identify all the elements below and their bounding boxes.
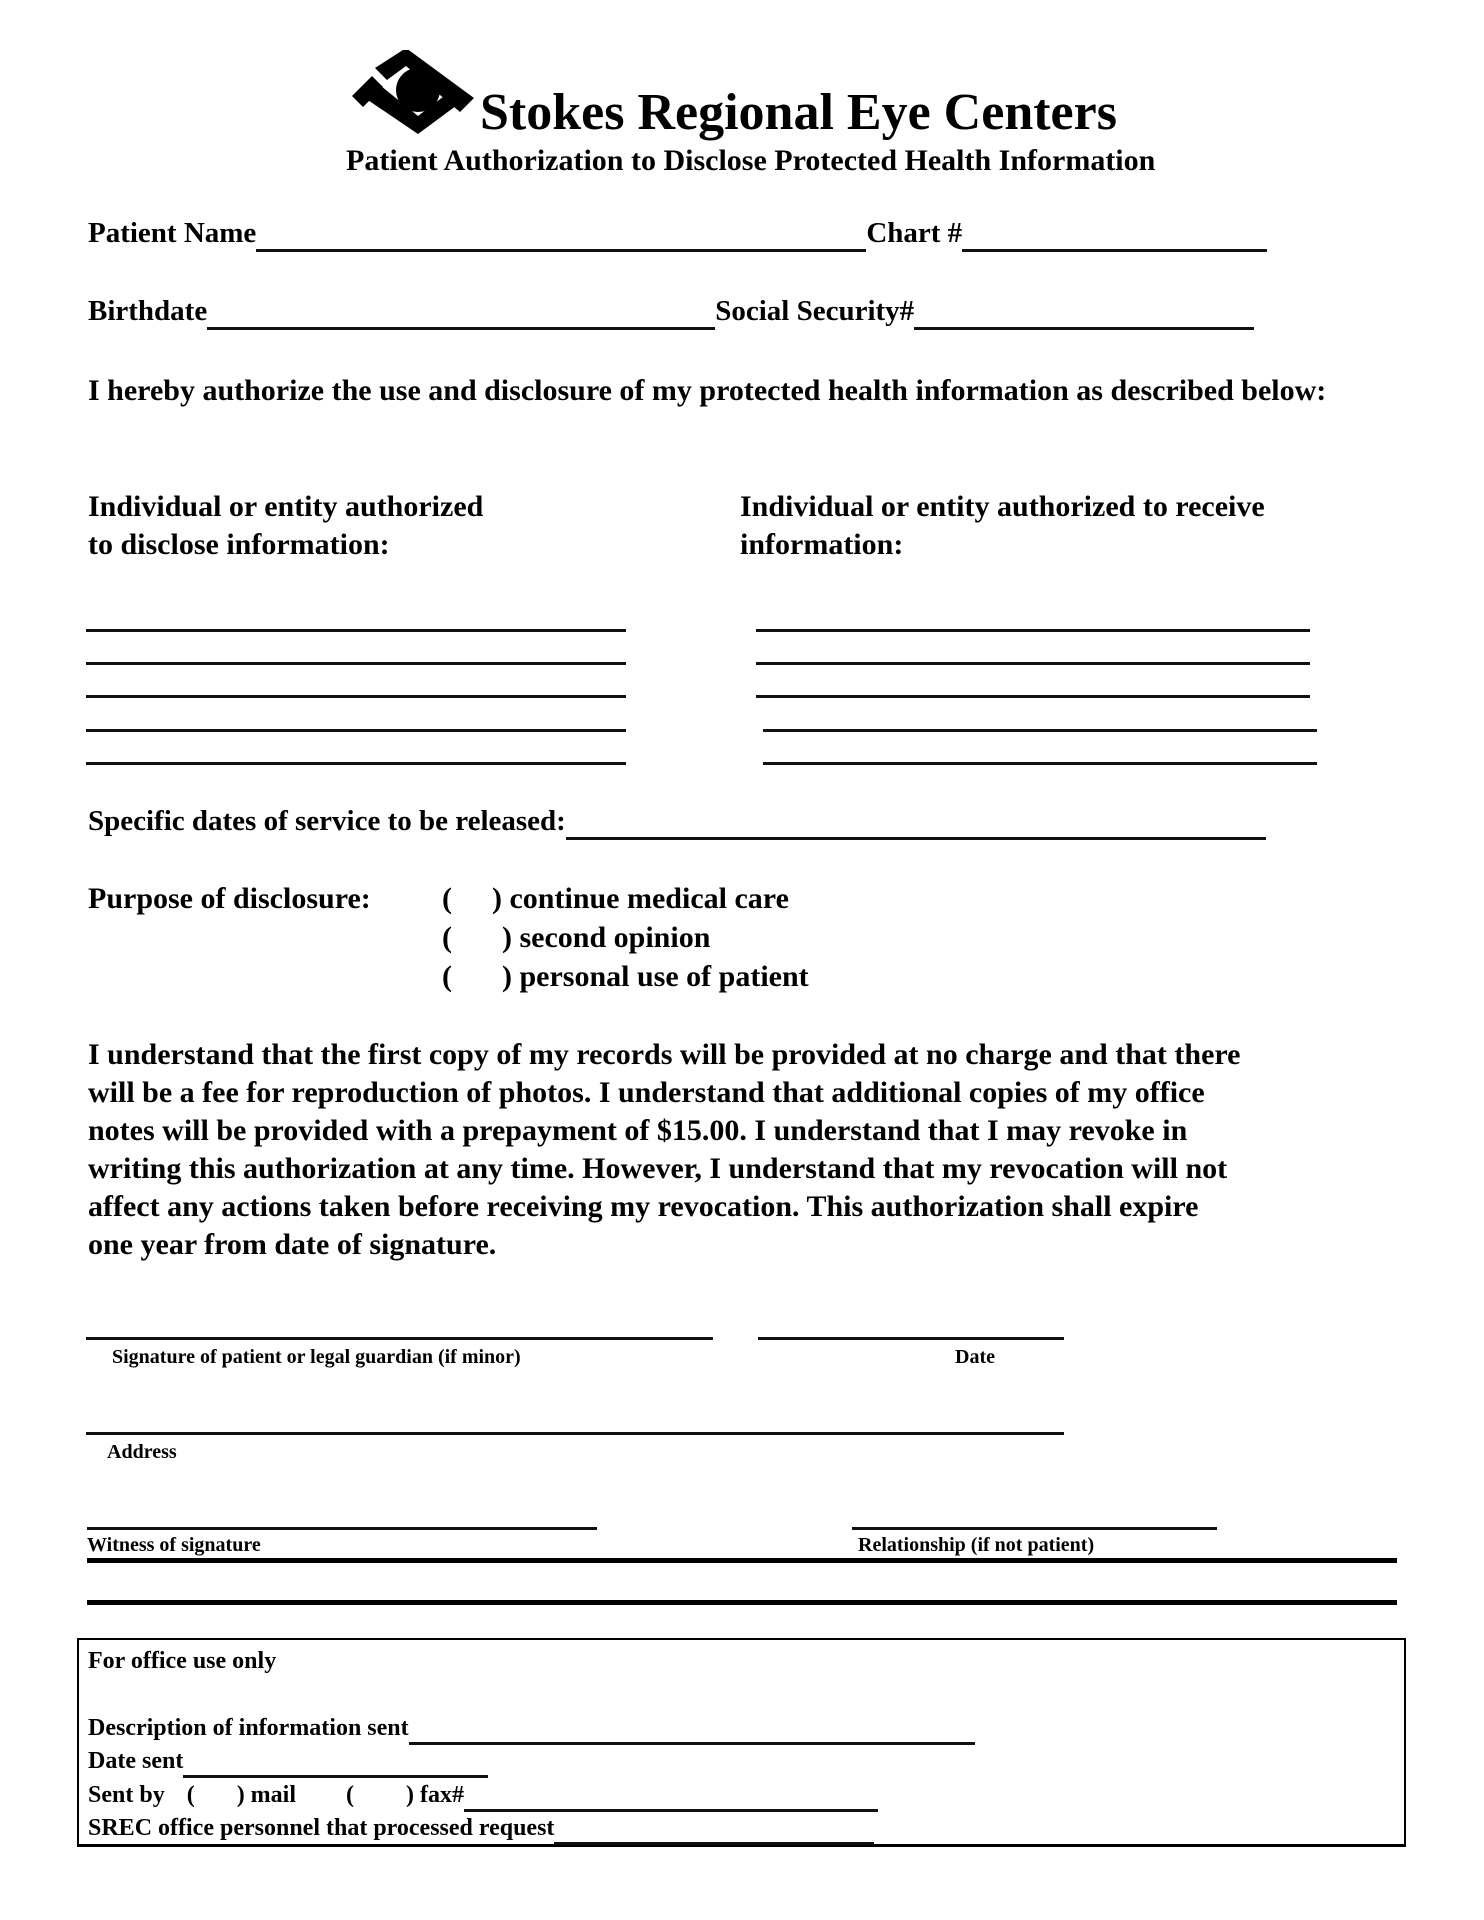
checkbox-paren: (: [442, 921, 452, 954]
receive-line-5[interactable]: [763, 762, 1317, 765]
description-sent-label: Description of information sent: [88, 1715, 409, 1741]
date-label: Date: [955, 1346, 995, 1368]
terms-line: notes will be provided with a prepayment of $15.00. I understand that I may revoke in: [88, 1114, 1188, 1147]
receive-heading-line1: Individual or entity authorized to receive: [740, 490, 1265, 523]
terms-line: will be a fee for reproduction of photos. I understand that additional copies of my office: [88, 1076, 1205, 1109]
eye-in-diamond-logo-icon: [348, 50, 478, 136]
description-sent-field[interactable]: [409, 1722, 975, 1745]
chart-number-field[interactable]: [962, 227, 1267, 252]
fax-number-field[interactable]: [464, 1789, 878, 1812]
relationship-line[interactable]: [852, 1527, 1217, 1530]
mail-option[interactable]: [187, 1779, 296, 1812]
relationship-label: Relationship (if not patient): [858, 1534, 1095, 1556]
signature-label: Signature of patient or legal guardian (if minor): [112, 1346, 521, 1368]
terms-paragraph: [88, 1036, 1240, 1264]
sent-by-label: Sent by: [88, 1782, 165, 1808]
organization-name: Stokes Regional Eye Centers: [480, 84, 1117, 141]
personnel-field[interactable]: [554, 1822, 874, 1845]
sent-by-row: [88, 1779, 878, 1812]
date-sent-row: [88, 1745, 488, 1778]
purpose-option-second-opinion[interactable]: [442, 919, 710, 957]
terms-line: writing this authorization at any time. However, I understand that my revocation will not: [88, 1152, 1228, 1185]
date-line[interactable]: [758, 1337, 1064, 1340]
terms-line: affect any actions taken before receiving my revocation. This authorization shall expire: [88, 1190, 1199, 1223]
patient-name-row: [88, 214, 1267, 252]
date-sent-field[interactable]: [183, 1755, 488, 1778]
checkbox-paren: (: [442, 882, 452, 915]
patient-name-field[interactable]: [256, 227, 866, 252]
personnel-row: [88, 1812, 874, 1845]
purpose-option-personal-use[interactable]: [442, 958, 809, 996]
purpose-label: Purpose of disclosure:: [88, 882, 371, 915]
date-sent-label: Date sent: [88, 1748, 184, 1774]
fax-option-label: ) fax#: [406, 1782, 464, 1808]
receive-heading: [740, 488, 1265, 564]
option-label: ) second opinion: [502, 921, 711, 954]
dates-of-service-label: Specific dates of service to be released:: [88, 805, 566, 837]
witness-line[interactable]: [87, 1527, 597, 1530]
witness-label: Witness of signature: [87, 1534, 261, 1556]
disclose-line-2[interactable]: [86, 662, 626, 665]
ssn-field[interactable]: [914, 305, 1254, 330]
receive-line-1[interactable]: [756, 629, 1310, 632]
section-divider: [87, 1558, 1397, 1563]
checkbox-paren: (: [186, 1782, 195, 1808]
checkbox-paren: (: [442, 960, 452, 993]
signature-line[interactable]: [86, 1337, 713, 1340]
form-title: Patient Authorization to Disclose Protected Health Information: [346, 144, 1156, 177]
receive-line-3[interactable]: [756, 695, 1310, 698]
ssn-label: Social Security#: [715, 295, 915, 327]
terms-line: one year from date of signature.: [88, 1228, 497, 1261]
birthdate-row: [88, 292, 1254, 330]
address-label: Address: [107, 1441, 177, 1463]
birthdate-label: Birthdate: [88, 295, 208, 327]
option-label: ) personal use of patient: [502, 960, 809, 993]
checkbox-paren: (: [346, 1782, 355, 1808]
address-line[interactable]: [86, 1432, 1064, 1435]
disclose-line-4[interactable]: [86, 729, 626, 732]
disclose-heading: [88, 488, 483, 564]
receive-heading-line2: information:: [740, 528, 904, 561]
disclose-heading-line1: Individual or entity authorized: [88, 490, 484, 523]
disclose-line-5[interactable]: [86, 762, 626, 765]
receive-line-4[interactable]: [763, 729, 1317, 732]
dates-of-service-row: [88, 802, 1266, 840]
terms-line: I understand that the first copy of my records will be provided at no charge and that there: [88, 1038, 1241, 1071]
disclose-line-1[interactable]: [86, 629, 626, 632]
option-label: ) continue medical care: [492, 882, 789, 915]
personnel-label: SREC office personnel that processed request: [88, 1815, 555, 1841]
office-use-heading: For office use only: [88, 1648, 277, 1674]
patient-name-label: Patient Name: [88, 217, 257, 249]
receive-line-2[interactable]: [756, 662, 1310, 665]
disclose-line-3[interactable]: [86, 695, 626, 698]
chart-number-label: Chart #: [866, 217, 963, 249]
disclose-heading-line2: to disclose information:: [88, 528, 390, 561]
description-sent-row: [88, 1712, 975, 1745]
dates-of-service-field[interactable]: [566, 815, 1266, 840]
fax-option[interactable]: [346, 1779, 464, 1812]
authorization-statement: I hereby authorize the use and disclosure of my protected health information as described below:: [88, 374, 1327, 407]
birthdate-field[interactable]: [207, 305, 715, 330]
section-divider: [87, 1600, 1397, 1605]
purpose-option-continue-care[interactable]: [442, 880, 789, 918]
mail-option-label: ) mail: [236, 1782, 297, 1808]
